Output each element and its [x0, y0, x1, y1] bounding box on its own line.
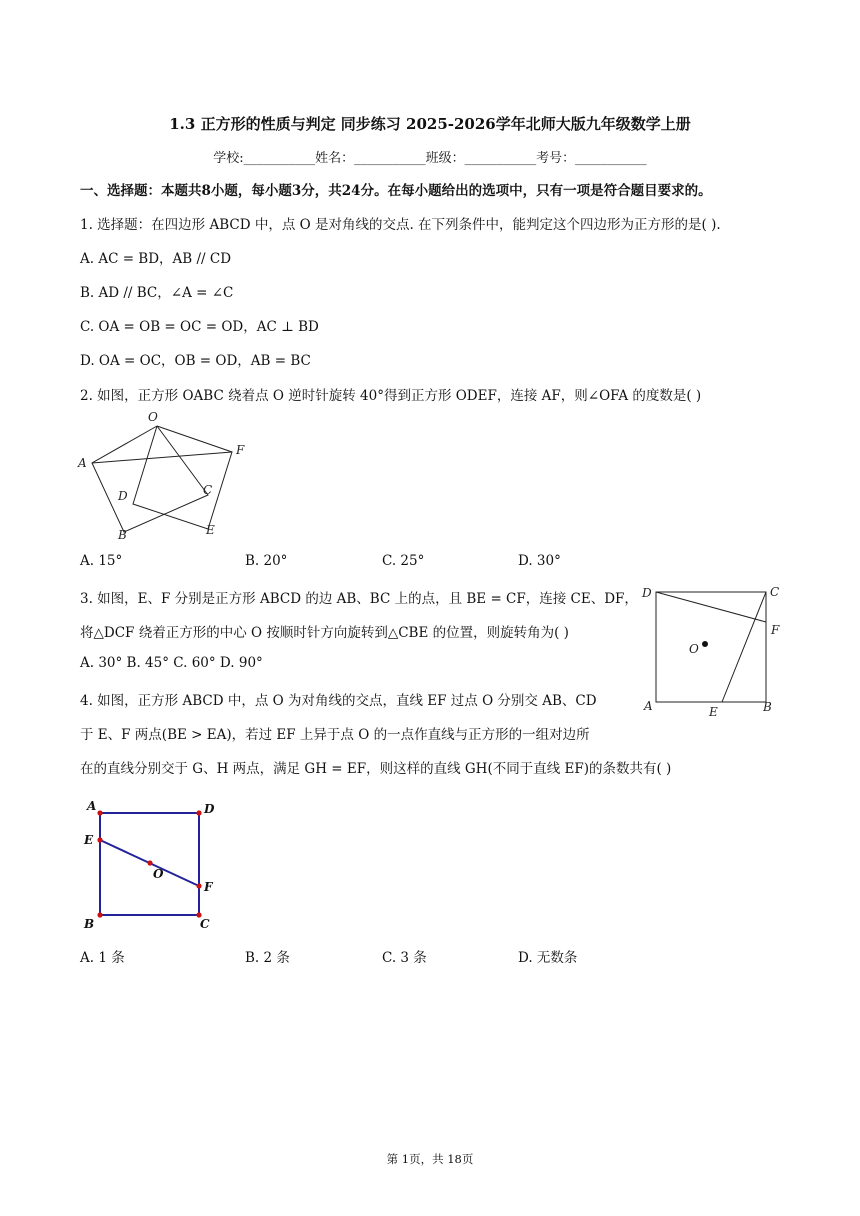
- q3-label-d: D: [642, 586, 652, 600]
- q4-point-f: [196, 883, 201, 888]
- q4-label-o: O: [153, 867, 164, 881]
- q3-figure: [636, 580, 788, 720]
- q3-line-1: 3. 如图，E、F 分别是正方形 ABCD 的边 AB、BC 上的点，且 BE = CF，连接 CE、DF，: [80, 591, 638, 607]
- q1-option-b: B. AD // BC，∠A = ∠C: [80, 285, 234, 301]
- q2-figure: [74, 406, 254, 546]
- q2-segment-af: [92, 452, 232, 463]
- q4-label-f: F: [204, 880, 213, 894]
- q2-square-odef: [133, 426, 232, 529]
- q4-option-d: D. 无数条: [518, 950, 578, 966]
- q3-center-point: [702, 641, 708, 647]
- q4-label-e: E: [84, 833, 94, 847]
- q4-point-b: [97, 912, 102, 917]
- q4-label-c: C: [200, 917, 210, 931]
- q2-option-d: D. 30°: [518, 553, 561, 569]
- q2-label-c: C: [203, 483, 213, 497]
- q3-segment-df: [656, 592, 766, 622]
- q4-label-b: B: [84, 917, 95, 931]
- q3-label-f: F: [771, 623, 780, 637]
- q3-label-a: A: [644, 699, 653, 713]
- q4-point-d: [196, 810, 201, 815]
- q1-option-a: A. AC = BD，AB // CD: [80, 251, 232, 267]
- q3-label-e: E: [709, 705, 718, 719]
- q2-label-b: B: [118, 528, 127, 542]
- q1-option-c: C. OA = OB = OC = OD，AC ⊥ BD: [80, 319, 319, 335]
- q2-label-o: O: [148, 410, 158, 424]
- q3-label-c: C: [770, 585, 780, 599]
- page-title: 1.3 正方形的性质与判定 同步练习 2025-2026学年北师大版九年级数学上册: [169, 115, 691, 133]
- q1-stem: 1. 选择题：在四边形 ABCD 中，点 O 是对角线的交点. 在下列条件中，能判定这个四边形为正方形的是( ).: [80, 217, 721, 233]
- q4-line-1: 4. 如图，正方形 ABCD 中，点 O 为对角线的交点，直线 EF 过点 O 分别交 AB、CD: [80, 693, 597, 709]
- q2-label-a: A: [78, 456, 87, 470]
- q1-option-d: D. OA = OC，OB = OD，AB = BC: [80, 353, 311, 369]
- q4-option-c: C. 3 条: [382, 950, 427, 966]
- q4-line-3: 在的直线分别交于 G、H 两点，满足 GH = EF，则这样的直线 GH(不同于直线 EF)的条数共有( ): [80, 761, 672, 777]
- q2-label-f: F: [236, 443, 245, 457]
- q2-option-a: A. 15°: [80, 553, 123, 569]
- q4-line-2: 于 E、F 两点(BE > EA)，若过 EF 上异于点 O 的一点作直线与正方形的一组对边所: [80, 727, 590, 743]
- q2-stem: 2. 如图，正方形 OABC 绕着点 O 逆时针旋转 40°得到正方形 ODEF，连接 AF，则∠OFA 的度数是( ): [80, 388, 702, 404]
- q3-square-abcd: [656, 592, 766, 702]
- q4-point-e: [97, 837, 102, 842]
- section-heading: 一、选择题：本题共8小题，每小题3分，共24分。在每小题给出的选项中，只有一项是符合题目要求的。: [80, 183, 712, 199]
- q4-option-a: A. 1 条: [80, 950, 125, 966]
- q2-square-oabc: [92, 426, 208, 532]
- q3-options: A. 30° B. 45° C. 60° D. 90°: [80, 655, 263, 671]
- q4-point-a: [97, 810, 102, 815]
- q3-label-o: O: [689, 642, 699, 656]
- q4-point-o: [147, 860, 152, 865]
- student-info-line: 学校:___________姓名：___________班级：___________考号：___________: [213, 151, 647, 166]
- q3-segment-ce: [722, 592, 766, 702]
- q4-label-d: D: [204, 802, 215, 816]
- q2-option-c: C. 25°: [382, 553, 425, 569]
- q3-label-b: B: [763, 700, 772, 714]
- q4-figure: [80, 794, 220, 934]
- q4-label-a: A: [87, 799, 97, 813]
- q2-label-d: D: [118, 489, 128, 503]
- q2-label-e: E: [206, 523, 215, 537]
- q4-option-b: B. 2 条: [245, 950, 290, 966]
- page-number: 第 1页，共 18页: [386, 1152, 474, 1166]
- q3-line-2: 将△DCF 绕着正方形的中心 O 按顺时针方向旋转到△CBE 的位置，则旋转角为( ): [80, 625, 569, 641]
- q2-option-b: B. 20°: [245, 553, 288, 569]
